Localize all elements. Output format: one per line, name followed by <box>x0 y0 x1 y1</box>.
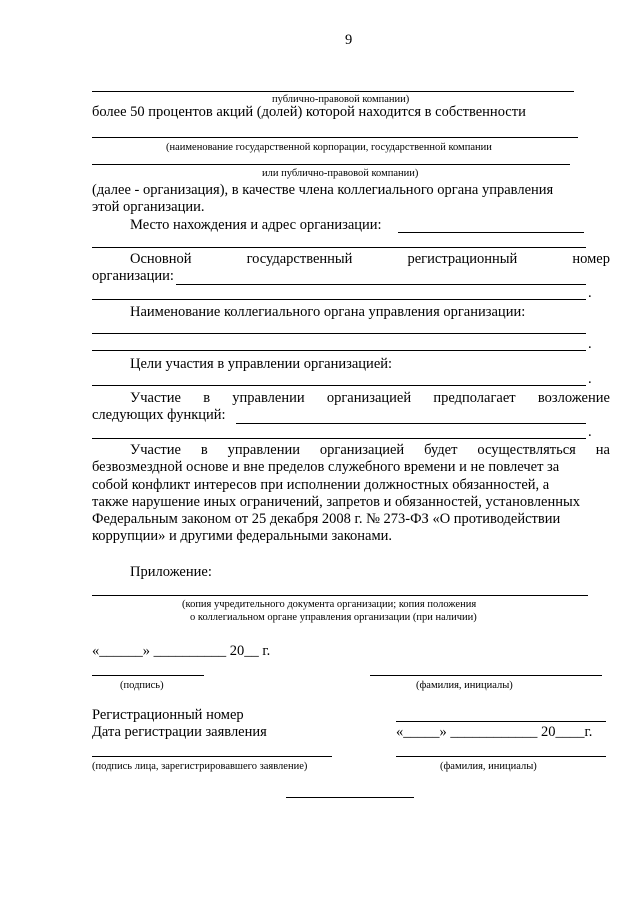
goals-field[interactable] <box>92 385 586 386</box>
paragraph-word: осуществляться <box>477 442 576 458</box>
paragraph-word: на <box>595 442 610 458</box>
paragraph-first-line <box>130 442 610 459</box>
text-this-organization: этой организации. <box>92 199 205 215</box>
functions-row <box>130 390 610 407</box>
signature-field[interactable] <box>92 675 204 676</box>
location-field-line-2[interactable] <box>92 247 586 248</box>
text-more-than-50-percent: более 50 процентов акций (долей) которой находится в собственности <box>92 104 526 120</box>
period: . <box>588 336 592 352</box>
period: . <box>588 285 592 301</box>
label-location: Место нахождения и адрес организации: <box>130 217 382 233</box>
note-public-company: или публично-правовой компании) <box>262 168 419 179</box>
ogrn-word: регистрационный <box>407 251 518 267</box>
fio-field[interactable] <box>370 675 602 676</box>
ogrn-word: Основной <box>130 251 192 267</box>
registrar-signature-field[interactable] <box>92 756 332 757</box>
attachment-field[interactable] <box>92 595 588 596</box>
label-registration-date: Дата регистрации заявления <box>92 724 267 740</box>
blank-line <box>92 164 570 165</box>
paragraph-line: Федеральным законом от 25 декабря 2008 г. № 273-ФЗ «О противодействии <box>92 511 561 527</box>
note-registrar-signature: (подпись лица, зарегистрировавшего заявление) <box>92 761 308 772</box>
note-signature: (подпись) <box>120 680 164 691</box>
paragraph-word: организацией <box>319 442 405 458</box>
ogrn-row <box>130 251 610 268</box>
page-number: 9 <box>345 32 353 48</box>
functions-word: предполагает <box>433 390 516 406</box>
note-state-corporation: (наименование государственной корпорации, государственной компании <box>166 142 492 153</box>
functions-word: организацией <box>326 390 412 406</box>
text-hereinafter-organization: (далее - организация), в качестве члена коллегиального органа управления <box>92 182 554 198</box>
collegial-body-field[interactable] <box>92 333 586 334</box>
paragraph-line: собой конфликт интересов при исполнении должностных обязанностей, а <box>92 477 550 493</box>
functions-word: в <box>203 390 211 406</box>
note-charter-copy: (копия учредительного документа организации; копия положения <box>182 599 477 610</box>
registration-number-field[interactable] <box>396 721 606 722</box>
paragraph-word: управлении <box>227 442 300 458</box>
ogrn-word: государственный <box>246 251 353 267</box>
note-fio: (фамилия, инициалы) <box>416 680 513 691</box>
period: . <box>588 424 592 440</box>
paragraph-line: коррупции» и другими федеральными законами. <box>92 528 393 544</box>
blank-line <box>92 137 578 138</box>
registrar-fio-field[interactable] <box>396 756 606 757</box>
functions-field-line-2[interactable] <box>92 438 586 439</box>
label-attachment: Приложение: <box>130 564 212 580</box>
functions-word: Участие <box>130 390 181 406</box>
collegial-body-field-line-2[interactable] <box>92 350 586 351</box>
ogrn-field[interactable] <box>176 284 586 285</box>
paragraph-word: в <box>200 442 208 458</box>
location-field[interactable] <box>398 232 584 233</box>
label-following-functions: следующих функций: <box>92 407 226 423</box>
period: . <box>588 371 592 387</box>
ogrn-word: номер <box>572 251 610 267</box>
bottom-separator <box>286 797 414 798</box>
label-registration-number: Регистрационный номер <box>92 707 244 723</box>
label-organization: организации: <box>92 268 174 284</box>
registration-date-line[interactable]: «_____» ____________ 20____г. <box>396 724 593 740</box>
paragraph-line: также нарушение иных ограничений, запретов и обязанностей, установленных <box>92 494 580 510</box>
note-public-company-top: публично-правовой компании) <box>272 94 410 105</box>
paragraph-word: будет <box>424 442 458 458</box>
paragraph-word: Участие <box>130 442 181 458</box>
functions-word: управлении <box>232 390 305 406</box>
ogrn-field-line-2[interactable] <box>92 299 586 300</box>
note-collegial-regulation: о коллегиальном органе управления организации (при наличии) <box>190 612 477 623</box>
paragraph-line: безвозмездной основе и вне пределов служебного времени и не повлечет за <box>92 459 560 475</box>
blank-line <box>92 91 574 92</box>
label-goals: Цели участия в управлении организацией: <box>130 356 393 372</box>
functions-word: возложение <box>537 390 610 406</box>
label-collegial-body: Наименование коллегиального органа управления организации: <box>130 304 526 320</box>
date-line[interactable]: «______» __________ 20__ г. <box>92 643 271 659</box>
note-fio-registrar: (фамилия, инициалы) <box>440 761 537 772</box>
functions-field[interactable] <box>236 423 586 424</box>
